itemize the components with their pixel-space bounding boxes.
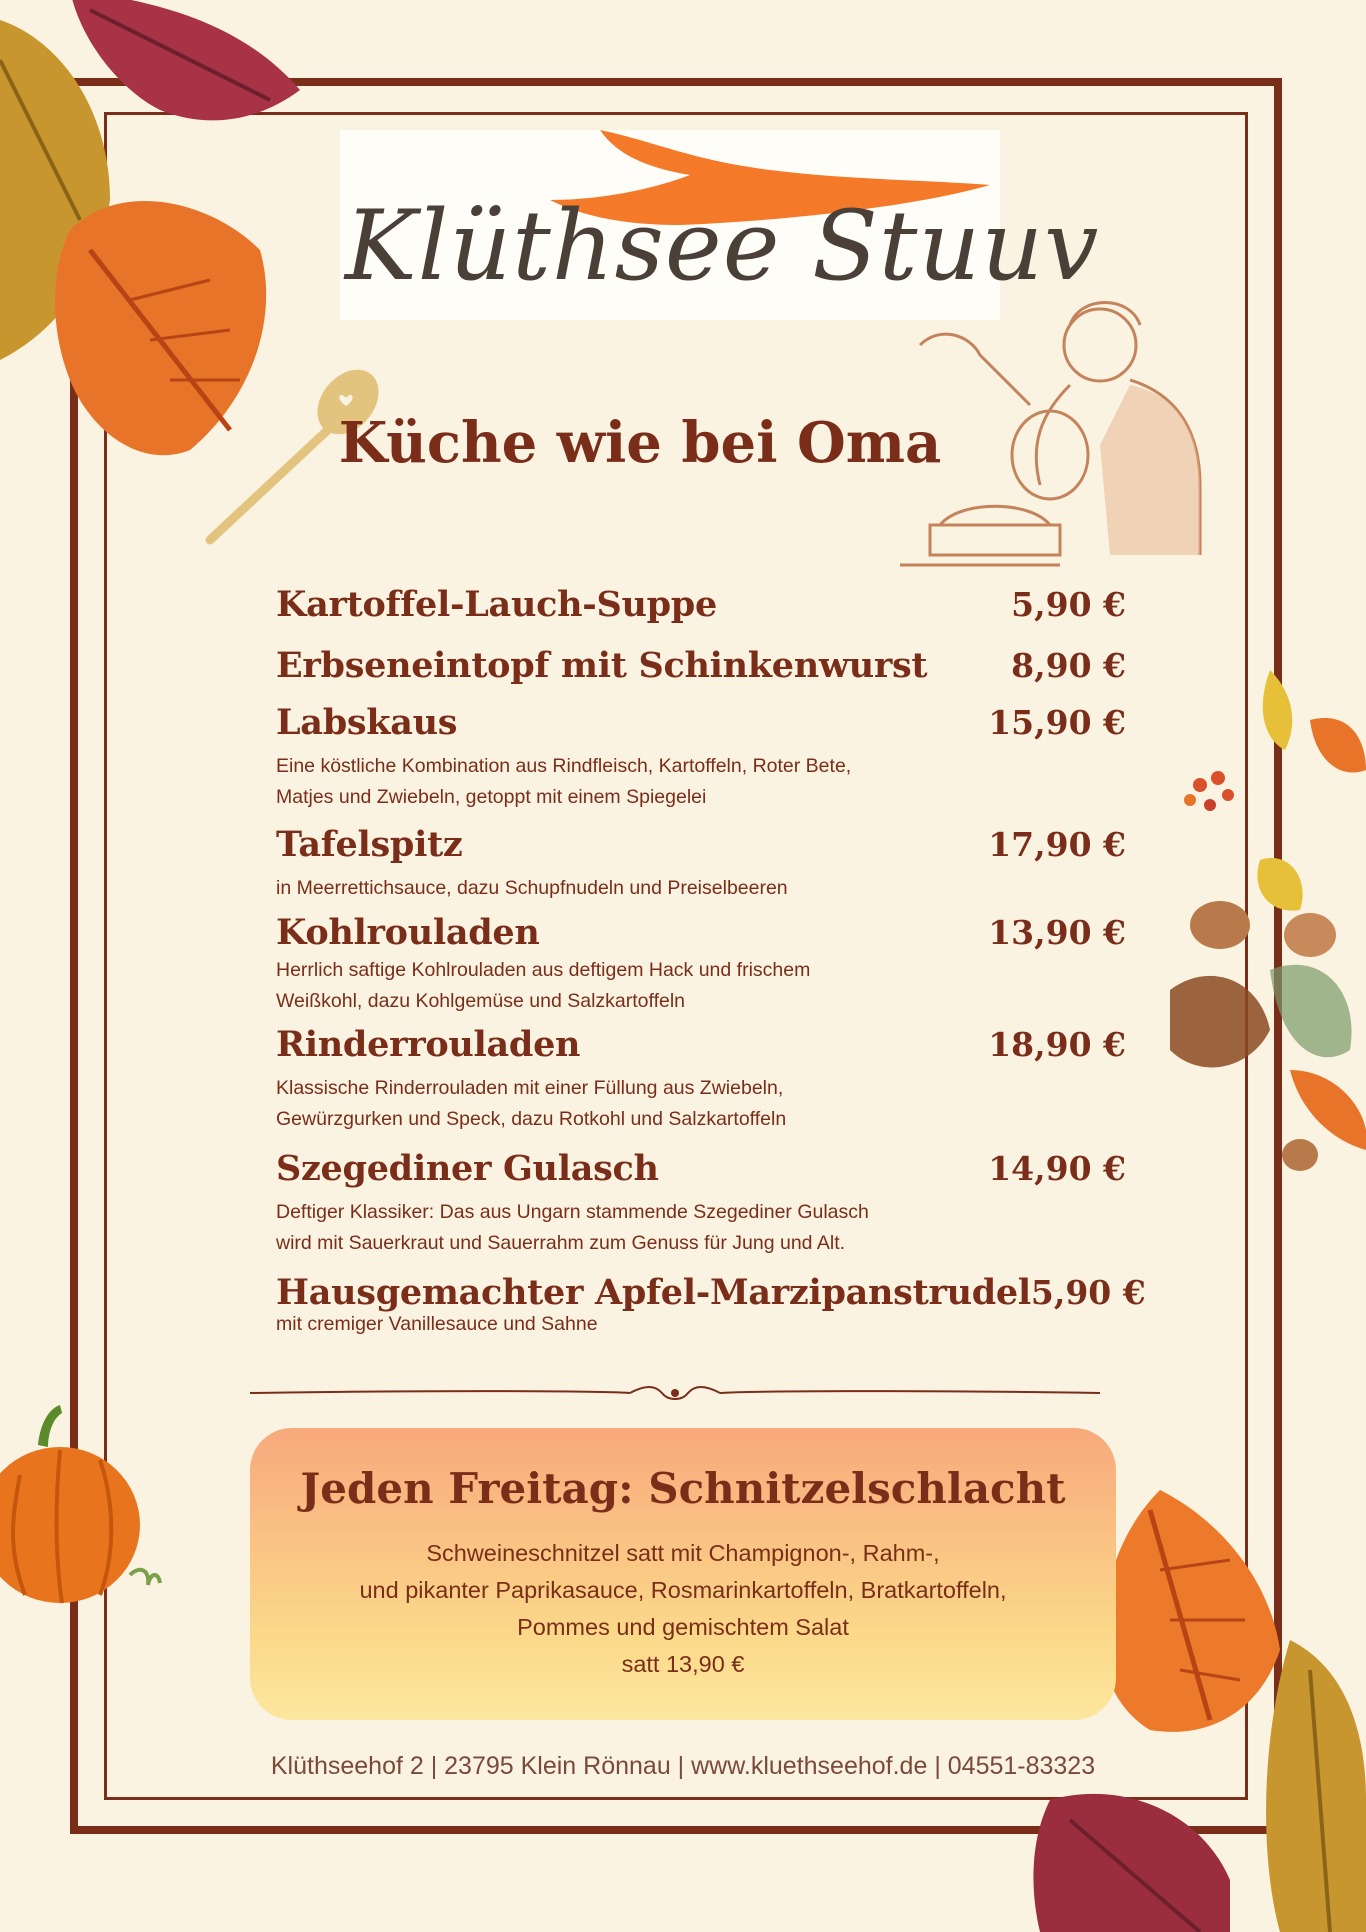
menu-item-price: 18,90 €	[988, 1025, 1126, 1064]
menu-item-name: Kartoffel-Lauch-Suppe	[276, 584, 717, 625]
menu-item-price: 8,90 €	[1011, 646, 1126, 685]
description-line: Klassische Rinderrouladen mit einer Füllung aus Zwiebeln,	[276, 1077, 784, 1099]
menu-item-price: 17,90 €	[988, 825, 1126, 864]
menu-item-name: Rinderrouladen	[276, 1024, 581, 1065]
logo-text: Klüthsee Stuuv	[345, 190, 1100, 302]
menu-item	[276, 584, 1136, 645]
menu-item	[276, 912, 1136, 1024]
description-line: wird mit Sauerkraut und Sauerrahm zum Genuss für Jung und Alt.	[276, 1232, 846, 1254]
menu-item-price: 14,90 €	[988, 1149, 1126, 1188]
pumpkin-icon	[0, 1395, 170, 1635]
contact-footer: Klüthseehof 2 | 23795 Klein Rönnau | www.kluethseehof.de | 04551-83323	[270, 1752, 1096, 1780]
menu-item	[276, 702, 1136, 824]
menu-item-price: 5,90 €	[1011, 585, 1126, 624]
special-offer-line: Schweineschnitzel satt mit Champignon-, Rahm-,	[426, 1540, 940, 1566]
special-offer-line: Pommes und gemischtem Salat	[517, 1614, 849, 1640]
menu-item-name: Labskaus	[276, 702, 458, 743]
special-offer-line: und pikanter Paprikasauce, Rosmarinkartoffeln, Bratkartoffeln,	[359, 1577, 1007, 1603]
ornament-divider-icon	[250, 1383, 1100, 1403]
special-offer-box	[250, 1428, 1116, 1720]
menu-item-description	[276, 751, 1136, 813]
menu-item-price: 5,90 €	[1030, 1273, 1146, 1312]
description-line: Deftiger Klassiker: Das aus Ungarn stammende Szegediner Gulasch	[276, 1201, 869, 1223]
description-line: Eine köstliche Kombination aus Rindfleisch, Kartoffeln, Roter Bete,	[276, 755, 852, 777]
menu-item-name: Kohlrouladen	[276, 912, 540, 953]
description-line: in Meerrettichsauce, dazu Schupfnudeln und Preiselbeeren	[276, 877, 788, 899]
menu-item-price: 15,90 €	[988, 703, 1126, 742]
menu-item-name: Erbseneintopf mit Schinkenwurst	[276, 645, 928, 686]
page-title: Küche wie bei Oma	[338, 410, 942, 476]
menu-item	[276, 1148, 1136, 1272]
menu-item-name: Szegediner Gulasch	[276, 1148, 659, 1189]
menu-item-name: Hausgemachter Apfel-Marzipanstrudel	[276, 1272, 1031, 1313]
menu-item-description	[276, 1309, 1136, 1340]
menu-item-price: 13,90 €	[988, 913, 1126, 952]
description-line: mit cremiger Vanillesauce und Sahne	[276, 1313, 598, 1335]
special-offer-body	[250, 1535, 1116, 1683]
menu-item-name: Tafelspitz	[276, 824, 463, 865]
description-line: Herrlich saftige Kohlrouladen aus deftigem Hack und frischem	[276, 959, 811, 981]
menu-item	[276, 824, 1136, 912]
description-line: Matjes und Zwiebeln, getoppt mit einem Spiegelei	[276, 786, 707, 808]
autumn-leaves-right-icon	[1150, 650, 1366, 1210]
menu-item	[276, 1024, 1136, 1148]
menu-list	[276, 584, 1146, 1340]
description-line: Gewürzgurken und Speck, dazu Rotkohl und Salzkartoffeln	[276, 1108, 787, 1130]
menu-item	[276, 645, 1136, 702]
menu-item-description	[276, 1073, 1136, 1135]
menu-item-description	[276, 955, 1136, 1017]
special-offer-line: satt 13,90 €	[621, 1651, 745, 1677]
special-offer-title: Jeden Freitag: Schnitzelschlacht	[300, 1464, 1066, 1513]
description-line: Weißkohl, dazu Kohlgemüse und Salzkartoffeln	[276, 990, 686, 1012]
menu-item-description	[276, 873, 1136, 904]
menu-item	[276, 1272, 1146, 1340]
menu-item-description	[276, 1197, 1136, 1259]
